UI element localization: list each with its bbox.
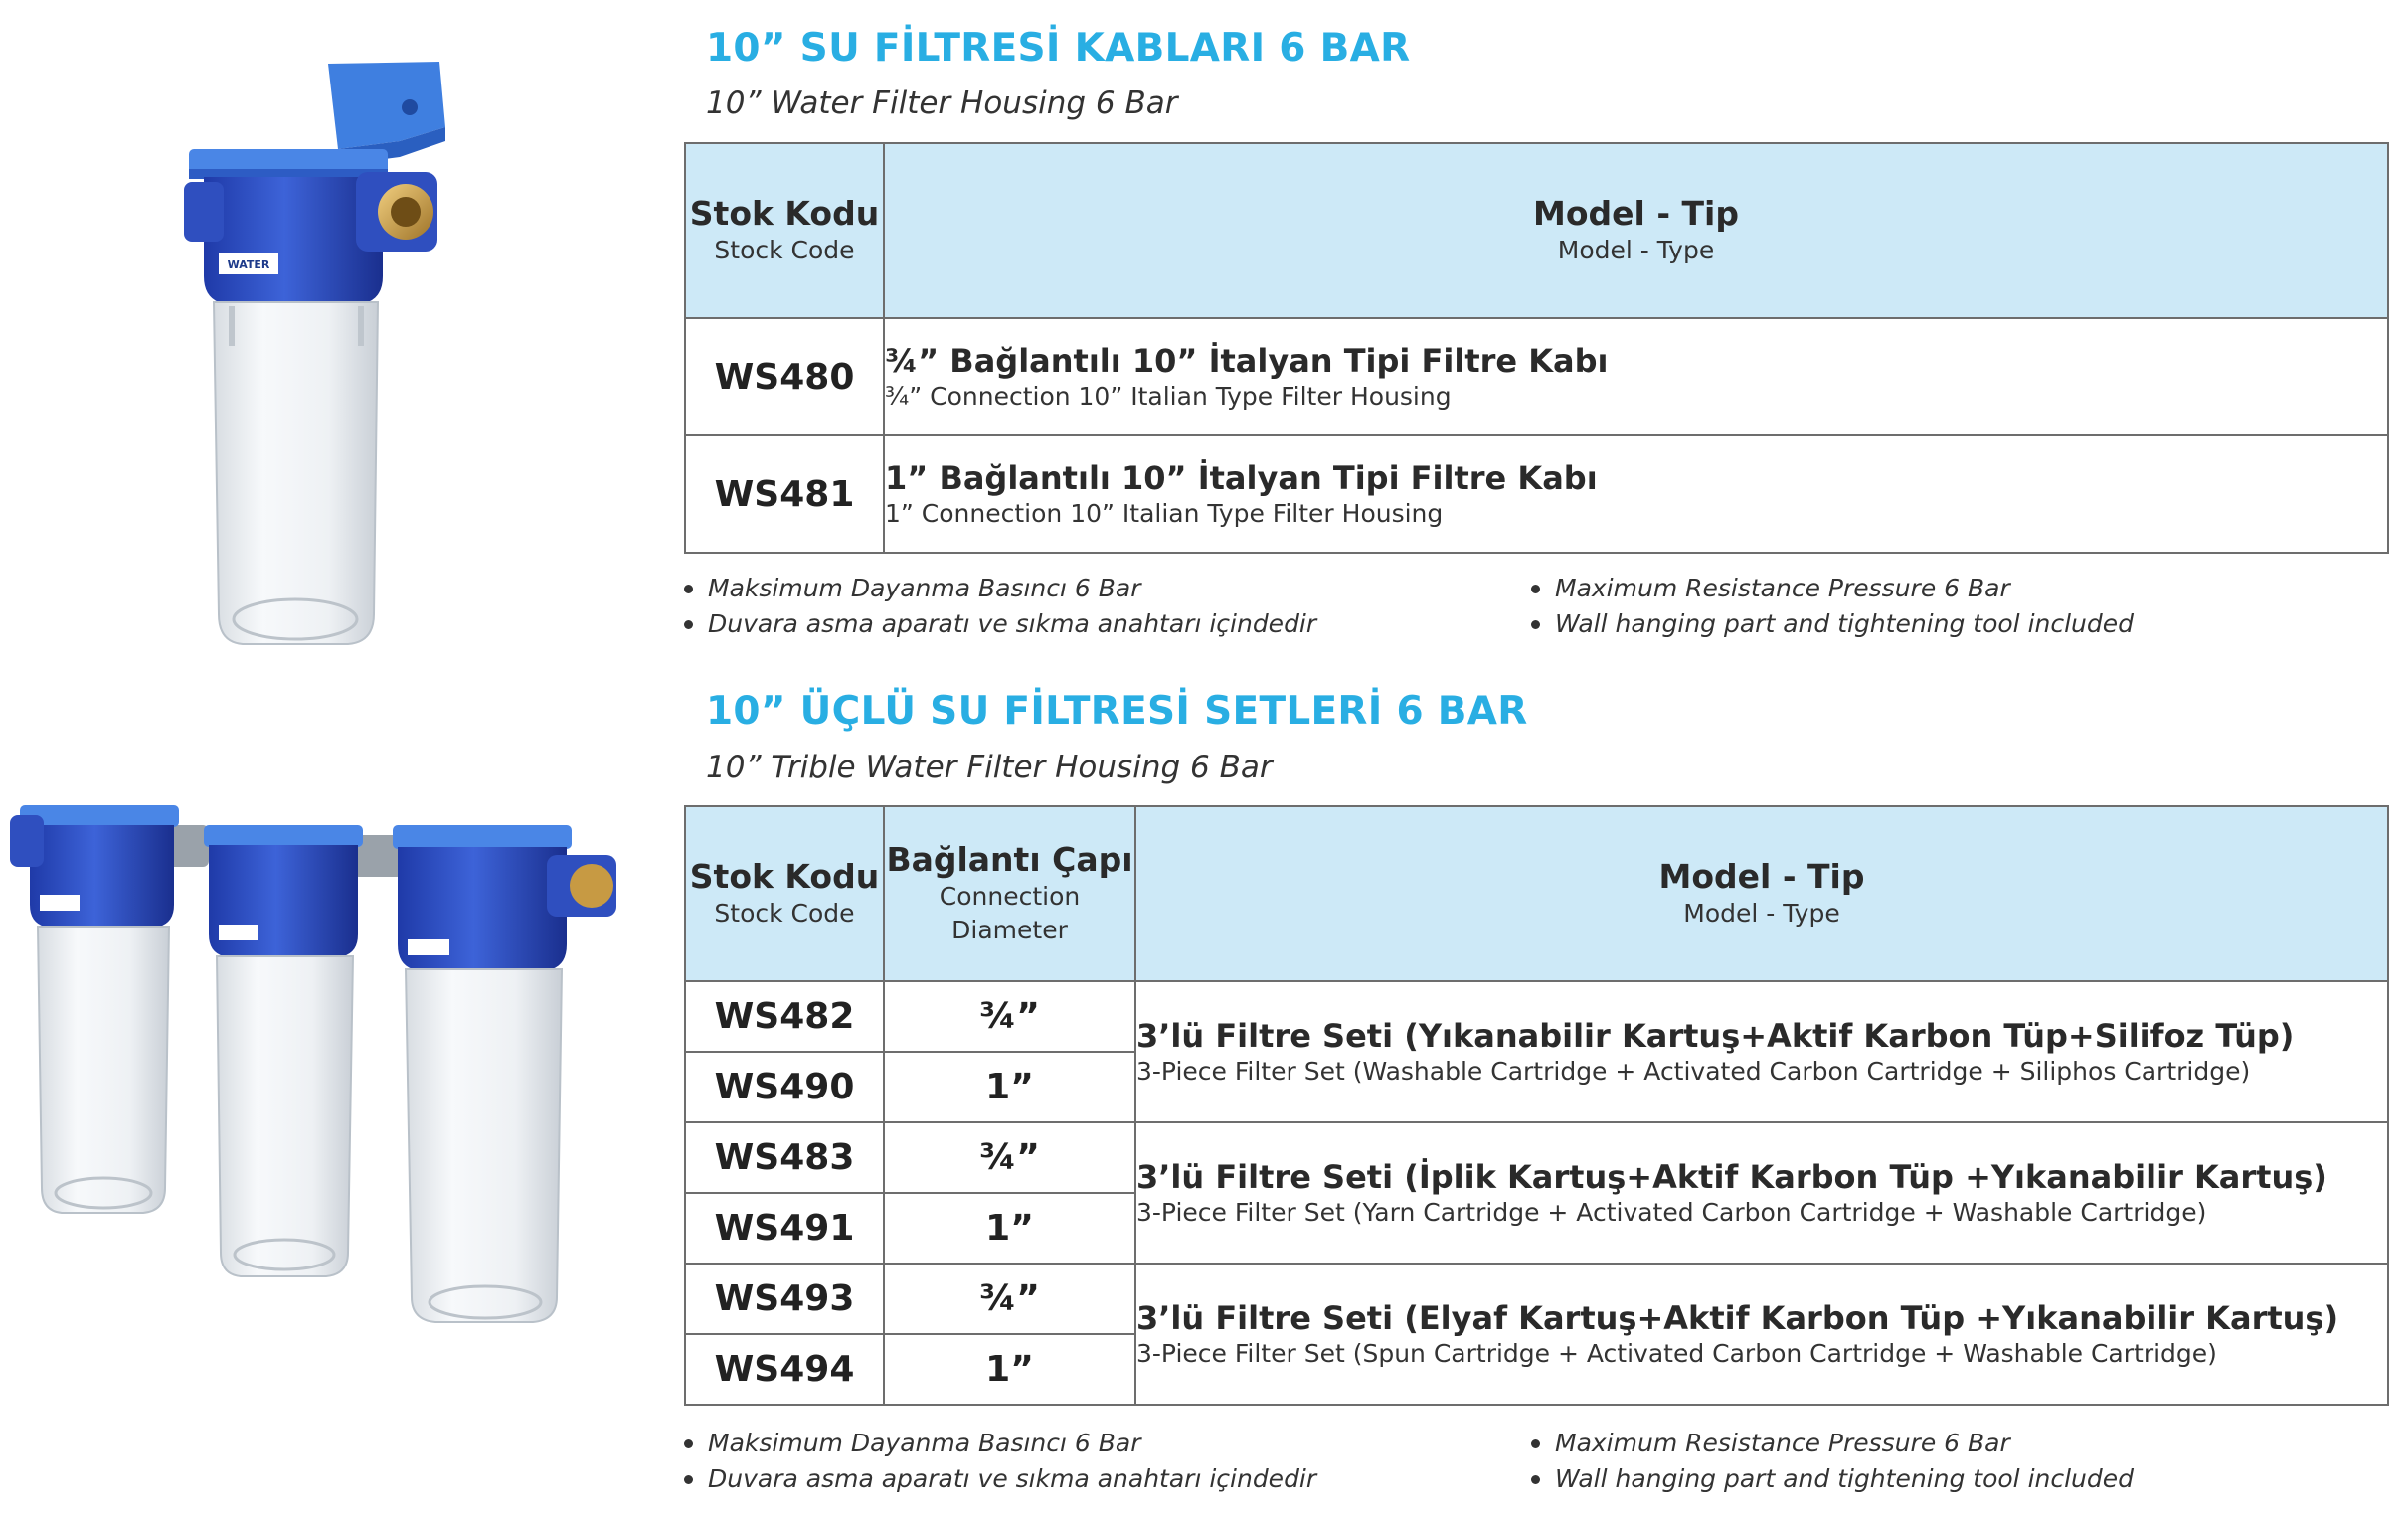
table-row — [685, 1122, 2388, 1193]
stock-code-cell: WS483 — [685, 1122, 884, 1193]
connection-cell: ¾” — [884, 1264, 1135, 1334]
filter-set-table — [684, 805, 2389, 1406]
header-model-type: Model - Tip Model - Type — [1135, 806, 2388, 981]
section2-subtitle: 10” Trible Water Filter Housing 6 Bar — [706, 750, 1273, 785]
header-stock-code: Stok Kodu Stock Code — [685, 806, 884, 981]
brand-label-text: WATER — [227, 258, 270, 271]
note-item: Duvara asma aparatı ve sıkma anahtarı içindedir — [684, 1461, 1316, 1497]
table-row — [685, 318, 2388, 435]
filter-set-table-header — [685, 806, 2388, 981]
section2-notes-tr — [684, 1426, 1316, 1497]
model-cell: 3’lü Filtre Seti (Elyaf Kartuş+Aktif Karbon Tüp +Yıkanabilir Kartuş) 3-Piece Filter Set (Spun Cartridge + Activated Carbon Cartridge + Washable Cartridge) — [1135, 1264, 2388, 1405]
note-item: Wall hanging part and tightening tool included — [1531, 1461, 2134, 1497]
stock-code-cell: WS481 — [685, 435, 884, 553]
note-item: Maksimum Dayanma Basıncı 6 Bar — [684, 571, 1316, 606]
header-stock-code: Stok Kodu Stock Code — [685, 143, 884, 318]
header-connection-diameter: Bağlantı Çapı Connection Diameter — [884, 806, 1135, 981]
section2-title: 10” ÜÇLÜ SU FİLTRESİ SETLERİ 6 BAR — [706, 689, 1528, 734]
section1-notes-tr — [684, 571, 1316, 642]
connection-cell: 1” — [884, 1193, 1135, 1264]
note-item: Wall hanging part and tightening tool included — [1531, 606, 2134, 642]
note-item: Maksimum Dayanma Basıncı 6 Bar — [684, 1426, 1316, 1461]
housing-table-header — [685, 143, 2388, 318]
stock-code-cell: WS493 — [685, 1264, 884, 1334]
stock-code-cell: WS480 — [685, 318, 884, 435]
model-cell: 1” Bağlantılı 10” İtalyan Tipi Filtre Kabı 1” Connection 10” Italian Type Filter Housing — [884, 435, 2388, 553]
connection-cell: 1” — [884, 1052, 1135, 1122]
triple-filter-set-photo — [10, 795, 636, 1332]
connection-cell: 1” — [884, 1334, 1135, 1405]
section1-notes-en — [1531, 571, 2134, 642]
stock-code-cell: WS490 — [685, 1052, 884, 1122]
connection-cell: ¾” — [884, 981, 1135, 1052]
stock-code-cell: WS494 — [685, 1334, 884, 1405]
model-cell: 3’lü Filtre Seti (Yıkanabilir Kartuş+Aktif Karbon Tüp+Silifoz Tüp) 3-Piece Filter Set (Washable Cartridge + Activated Carbon Cartridge + Siliphos Cartridge) — [1135, 981, 2388, 1122]
stock-code-cell: WS482 — [685, 981, 884, 1052]
header-model-type: Model - Tip Model - Type — [884, 143, 2388, 318]
single-filter-housing-photo — [179, 58, 477, 664]
table-row — [685, 435, 2388, 553]
table-row — [685, 1264, 2388, 1334]
model-cell: 3’lü Filtre Seti (İplik Kartuş+Aktif Karbon Tüp +Yıkanabilir Kartuş) 3-Piece Filter Set (Yarn Cartridge + Activated Carbon Cartridge + Washable Cartridge) — [1135, 1122, 2388, 1264]
table-row — [685, 981, 2388, 1052]
connection-cell: ¾” — [884, 1122, 1135, 1193]
stock-code-cell: WS491 — [685, 1193, 884, 1264]
note-item: Maximum Resistance Pressure 6 Bar — [1531, 1426, 2134, 1461]
housing-table — [684, 142, 2389, 554]
section1-subtitle: 10” Water Filter Housing 6 Bar — [706, 85, 1178, 121]
model-cell: ¾” Bağlantılı 10” İtalyan Tipi Filtre Kabı ¾” Connection 10” Italian Type Filter Housing — [884, 318, 2388, 435]
note-item: Duvara asma aparatı ve sıkma anahtarı içindedir — [684, 606, 1316, 642]
section2-notes-en — [1531, 1426, 2134, 1497]
note-item: Maximum Resistance Pressure 6 Bar — [1531, 571, 2134, 606]
section1-title: 10” SU FİLTRESİ KABLARI 6 BAR — [706, 26, 1411, 71]
